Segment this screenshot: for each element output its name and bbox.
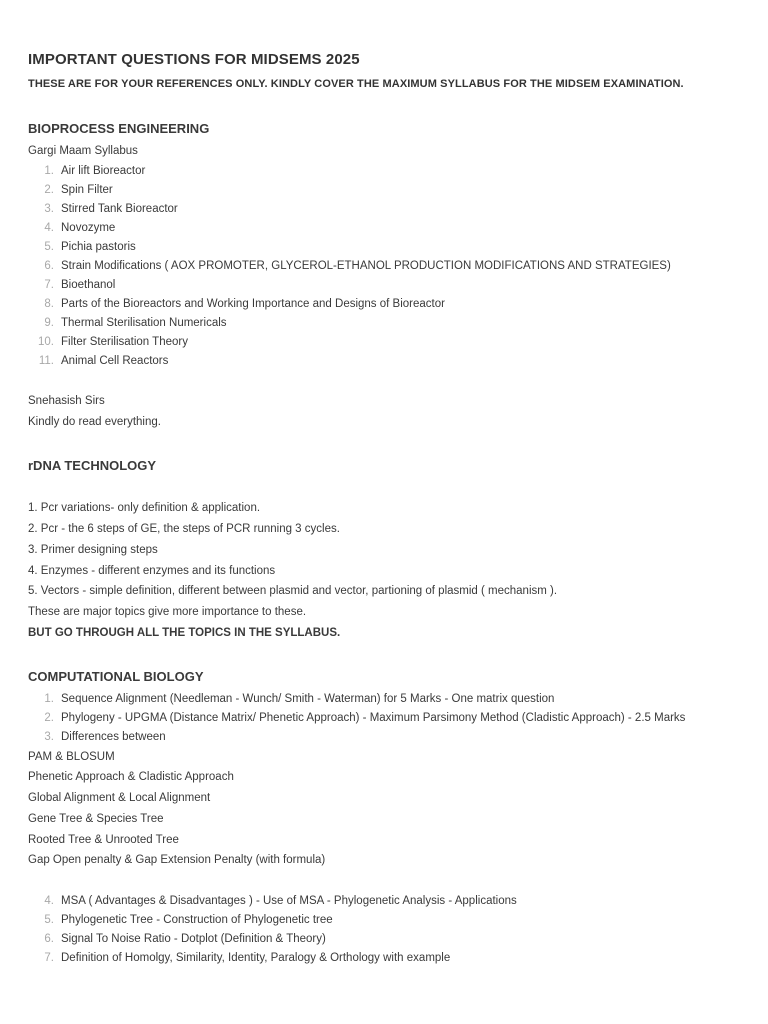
rdna-emphasis: BUT GO THROUGH ALL THE TOPICS IN THE SYLLABUS. bbox=[28, 627, 341, 639]
list-number: 7. bbox=[44, 279, 54, 291]
section-heading-bioprocess: BIOPROCESS ENGINEERING bbox=[28, 121, 210, 136]
list-number: 2. bbox=[44, 184, 54, 196]
list-item-text: Filter Sterilisation Theory bbox=[61, 336, 188, 348]
list-item bbox=[28, 952, 450, 964]
list-number: 11. bbox=[38, 355, 54, 367]
list-item-text: Phylogenetic Tree - Construction of Phylogenetic tree bbox=[61, 914, 333, 926]
list-number: 5. bbox=[44, 241, 54, 253]
difference-pair: Gap Open penalty & Gap Extension Penalty (with formula) bbox=[28, 854, 326, 866]
list-item bbox=[28, 222, 115, 234]
list-item bbox=[28, 895, 517, 907]
difference-pair: Global Alignment & Local Alignment bbox=[28, 792, 211, 804]
bioprocess-intro: Gargi Maam Syllabus bbox=[28, 145, 138, 157]
rdna-line: 2. Pcr - the 6 steps of GE, the steps of PCR running 3 cycles. bbox=[28, 523, 340, 535]
rdna-line: 1. Pcr variations- only definition & application. bbox=[28, 502, 261, 514]
list-item bbox=[28, 355, 168, 367]
difference-pair: Rooted Tree & Unrooted Tree bbox=[28, 834, 179, 846]
list-item bbox=[28, 712, 685, 724]
list-number: 3. bbox=[44, 203, 54, 215]
rdna-line: These are major topics give more importance to these. bbox=[28, 606, 307, 618]
list-item-text: Spin Filter bbox=[61, 184, 113, 196]
list-item-text: Bioethanol bbox=[61, 279, 116, 291]
list-item bbox=[28, 933, 326, 945]
list-item bbox=[28, 165, 145, 177]
document-subtitle: THESE ARE FOR YOUR REFERENCES ONLY. KINDLY COVER THE MAXIMUM SYLLABUS FOR THE MIDSEM EXAMINATION. bbox=[28, 78, 684, 90]
list-item bbox=[28, 731, 166, 743]
section-heading-compbio: COMPUTATIONAL BIOLOGY bbox=[28, 669, 204, 684]
list-item bbox=[28, 317, 227, 329]
list-number: 4. bbox=[44, 895, 54, 907]
list-number: 10. bbox=[38, 336, 54, 348]
list-item bbox=[28, 184, 113, 196]
list-number: 2. bbox=[44, 712, 54, 724]
rdna-line: 3. Primer designing steps bbox=[28, 544, 158, 556]
list-item-text: Pichia pastoris bbox=[61, 241, 136, 253]
list-item bbox=[28, 241, 136, 253]
list-item-text: Stirred Tank Bioreactor bbox=[61, 203, 178, 215]
list-item bbox=[28, 693, 554, 705]
list-number: 6. bbox=[44, 260, 54, 272]
list-item bbox=[28, 260, 671, 272]
list-item-text: Thermal Sterilisation Numericals bbox=[61, 317, 227, 329]
rdna-line: 5. Vectors - simple definition, different between plasmid and vector, partioning of plasmid ( mechanism ). bbox=[28, 585, 558, 597]
list-item bbox=[28, 336, 188, 348]
list-item bbox=[28, 203, 178, 215]
list-number: 8. bbox=[44, 298, 54, 310]
difference-pair: Gene Tree & Species Tree bbox=[28, 813, 164, 825]
list-item-text: Air lift Bioreactor bbox=[61, 165, 146, 177]
list-number: 1. bbox=[44, 165, 54, 177]
list-number: 6. bbox=[44, 933, 54, 945]
list-item bbox=[28, 914, 333, 926]
list-item-text: Strain Modifications ( AOX PROMOTER, GLYCEROL-ETHANOL PRODUCTION MODIFICATIONS AND STRATEGIES) bbox=[61, 260, 671, 272]
list-number: 9. bbox=[44, 317, 54, 329]
list-item-text: Animal Cell Reactors bbox=[61, 355, 169, 367]
difference-pair: Phenetic Approach & Cladistic Approach bbox=[28, 771, 234, 783]
list-number: 5. bbox=[44, 914, 54, 926]
list-number: 3. bbox=[44, 731, 54, 743]
list-item-text: Definition of Homolgy, Similarity, Identity, Paralogy & Orthology with example bbox=[61, 952, 451, 964]
section-heading-rdna: rDNA TECHNOLOGY bbox=[28, 458, 157, 473]
list-item-text: Parts of the Bioreactors and Working Importance and Designs of Bioreactor bbox=[61, 298, 445, 310]
list-item-text: Signal To Noise Ratio - Dotplot (Definition & Theory) bbox=[61, 933, 326, 945]
difference-pair: PAM & BLOSUM bbox=[28, 751, 115, 763]
list-number: 1. bbox=[44, 693, 54, 705]
rdna-line: 4. Enzymes - different enzymes and its functions bbox=[28, 565, 276, 577]
list-number: 7. bbox=[44, 952, 54, 964]
list-item-text: Sequence Alignment (Needleman - Wunch/ Smith - Waterman) for 5 Marks - One matrix question bbox=[61, 693, 555, 705]
list-item-text: MSA ( Advantages & Disadvantages ) - Use of MSA - Phylogenetic Analysis - Applications bbox=[61, 895, 517, 907]
bioprocess-note-instruction: Kindly do read everything. bbox=[28, 416, 161, 428]
list-item-text: Phylogeny - UPGMA (Distance Matrix/ Phenetic Approach) - Maximum Parsimony Method (Cladistic Approach) - 2.5 Marks bbox=[61, 712, 686, 724]
list-item-text: Differences between bbox=[61, 731, 166, 743]
list-item bbox=[28, 298, 445, 310]
list-item-text: Novozyme bbox=[61, 222, 116, 234]
list-item bbox=[28, 279, 115, 291]
bioprocess-note-author: Snehasish Sirs bbox=[28, 395, 105, 407]
list-number: 4. bbox=[44, 222, 54, 234]
document-title: IMPORTANT QUESTIONS FOR MIDSEMS 2025 bbox=[28, 51, 360, 68]
